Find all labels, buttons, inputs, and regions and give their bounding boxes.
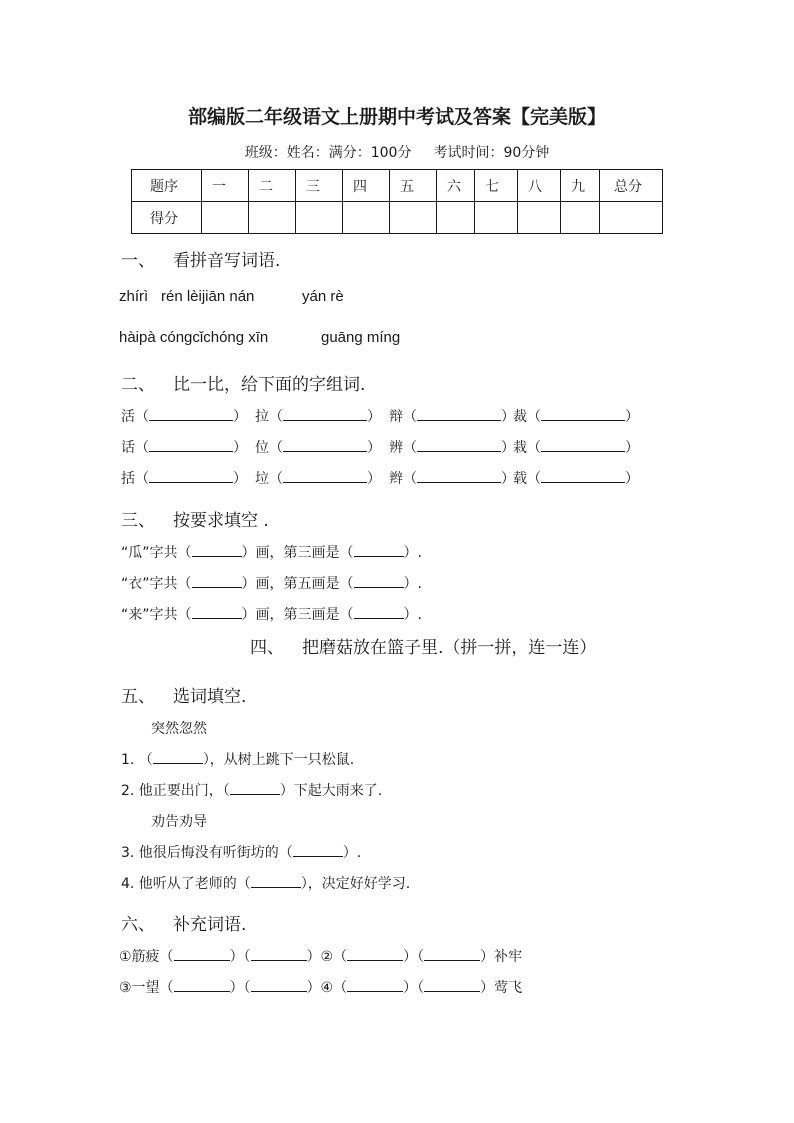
character: 栽: [513, 440, 527, 456]
answer-blank[interactable]: [424, 979, 480, 992]
answer-blank[interactable]: [192, 606, 242, 619]
pinyin-line-1: [119, 288, 344, 305]
score-table-score-row: [132, 202, 663, 234]
answer-blank[interactable]: [283, 470, 367, 483]
answer-blank[interactable]: [541, 408, 625, 421]
pinyin-word: zhírì: [119, 288, 149, 305]
table-cell: 六: [437, 170, 475, 202]
pinyin-line-2: [119, 329, 400, 346]
table-cell: 七: [475, 170, 518, 202]
table-cell: 总分: [600, 170, 663, 202]
table-cell: 一: [202, 170, 249, 202]
table-cell: 八: [518, 170, 561, 202]
fill-question-3: 3. 他很后悔没有听街坊的（ ）.: [121, 845, 362, 861]
answer-blank[interactable]: [293, 844, 343, 857]
answer-blank[interactable]: [192, 544, 242, 557]
character: 辨: [389, 440, 403, 456]
page-title: 部编版二年级语文上册期中考试及答案【完美版】: [187, 106, 606, 128]
answer-blank[interactable]: [251, 979, 307, 992]
table-cell: 得分: [132, 202, 202, 234]
answer-blank[interactable]: [541, 470, 625, 483]
answer-blank[interactable]: [230, 782, 280, 795]
score-table: [131, 169, 663, 234]
pinyin-word: yán rè: [302, 288, 344, 305]
answer-blank[interactable]: [424, 948, 480, 961]
stroke-question: “瓜”字共（ ）画，第三画是（ ）.: [121, 545, 422, 561]
score-input-cell[interactable]: [600, 202, 663, 234]
character: 辫: [389, 471, 403, 487]
score-input-cell[interactable]: [296, 202, 343, 234]
character: 括: [121, 471, 135, 487]
answer-blank[interactable]: [283, 408, 367, 421]
pinyin-word: hàipà cóngcǐchóng xīn: [119, 329, 269, 346]
time-info: 考试时间：90分钟: [433, 145, 550, 161]
answer-blank[interactable]: [283, 439, 367, 452]
idiom-line-2: ③一望（ ）（ ）④（ ）（ ）莺飞: [119, 980, 523, 996]
score-input-cell[interactable]: [518, 202, 561, 234]
score-input-cell[interactable]: [343, 202, 390, 234]
section-heading-3: 三、 按要求填空 .: [121, 511, 269, 531]
answer-blank[interactable]: [153, 751, 203, 764]
character: 辩: [389, 409, 403, 425]
answer-blank[interactable]: [417, 408, 501, 421]
character: 活: [121, 409, 135, 425]
answer-blank[interactable]: [192, 575, 242, 588]
answer-blank[interactable]: [347, 948, 403, 961]
answer-blank[interactable]: [149, 470, 233, 483]
exam-info: [0, 142, 794, 162]
table-cell: 题序: [132, 170, 202, 202]
stroke-question: “衣”字共（ ）画，第五画是（ ）.: [121, 576, 422, 592]
section-heading-4: 四、 把磨菇放在篮子里.（拼一拼，连一连）: [250, 638, 597, 658]
idiom-line-1: ①筋疲（ ）（ ）②（ ）（ ）补牢: [119, 949, 523, 965]
score-input-cell[interactable]: [475, 202, 518, 234]
word-choice-group-2: 劝告劝导: [151, 814, 207, 830]
word-choice-group-1: 突然忽然: [151, 721, 207, 737]
fill-question-1: 1. （ ），从树上跳下一只松鼠.: [121, 752, 355, 768]
pinyin-word: rén lèijiān nán: [161, 288, 255, 305]
answer-blank[interactable]: [251, 948, 307, 961]
score-input-cell[interactable]: [202, 202, 249, 234]
class-info: 班级：姓名：满分：100分: [244, 145, 412, 161]
table-cell: 三: [296, 170, 343, 202]
score-input-cell[interactable]: [390, 202, 437, 234]
answer-blank[interactable]: [354, 544, 404, 557]
word-group-row: 活（ ） 拉（ ） 辩（ ）裁（ ）: [121, 409, 639, 425]
section-heading-2: 二、 比一比，给下面的字组词.: [121, 375, 366, 395]
character: 拉: [255, 409, 269, 425]
character: 位: [255, 440, 269, 456]
section-heading-6: 六、 补充词语.: [121, 915, 247, 935]
answer-blank[interactable]: [417, 470, 501, 483]
answer-blank[interactable]: [417, 439, 501, 452]
character: 垃: [255, 471, 269, 487]
answer-blank[interactable]: [149, 439, 233, 452]
section-heading-5: 五、 选词填空.: [121, 687, 247, 707]
stroke-question: “来”字共（ ）画，第三画是（ ）.: [121, 607, 422, 623]
fill-question-4: 4. 他听从了老师的（ ），决定好好学习.: [121, 876, 411, 892]
answer-blank[interactable]: [347, 979, 403, 992]
character: 载: [513, 471, 527, 487]
score-input-cell[interactable]: [561, 202, 600, 234]
score-input-cell[interactable]: [249, 202, 296, 234]
table-cell: 九: [561, 170, 600, 202]
score-input-cell[interactable]: [437, 202, 475, 234]
pinyin-word: guāng míng: [321, 329, 401, 346]
score-table-header-row: [132, 170, 663, 202]
word-group-row: 括（ ） 垃（ ） 辫（ ）载（ ）: [121, 471, 639, 487]
answer-blank[interactable]: [174, 979, 230, 992]
table-cell: 四: [343, 170, 390, 202]
section-heading-1: 一、 看拼音写词语.: [121, 251, 281, 271]
table-cell: 二: [249, 170, 296, 202]
character: 裁: [513, 409, 527, 425]
answer-blank[interactable]: [149, 408, 233, 421]
answer-blank[interactable]: [354, 606, 404, 619]
answer-blank[interactable]: [251, 875, 301, 888]
answer-blank[interactable]: [541, 439, 625, 452]
table-cell: 五: [390, 170, 437, 202]
character: 话: [121, 440, 135, 456]
fill-question-2: 2. 他正要出门，（ ）下起大雨来了.: [121, 783, 383, 799]
answer-blank[interactable]: [354, 575, 404, 588]
word-group-row: 话（ ） 位（ ） 辨（ ）栽（ ）: [121, 440, 639, 456]
answer-blank[interactable]: [174, 948, 230, 961]
